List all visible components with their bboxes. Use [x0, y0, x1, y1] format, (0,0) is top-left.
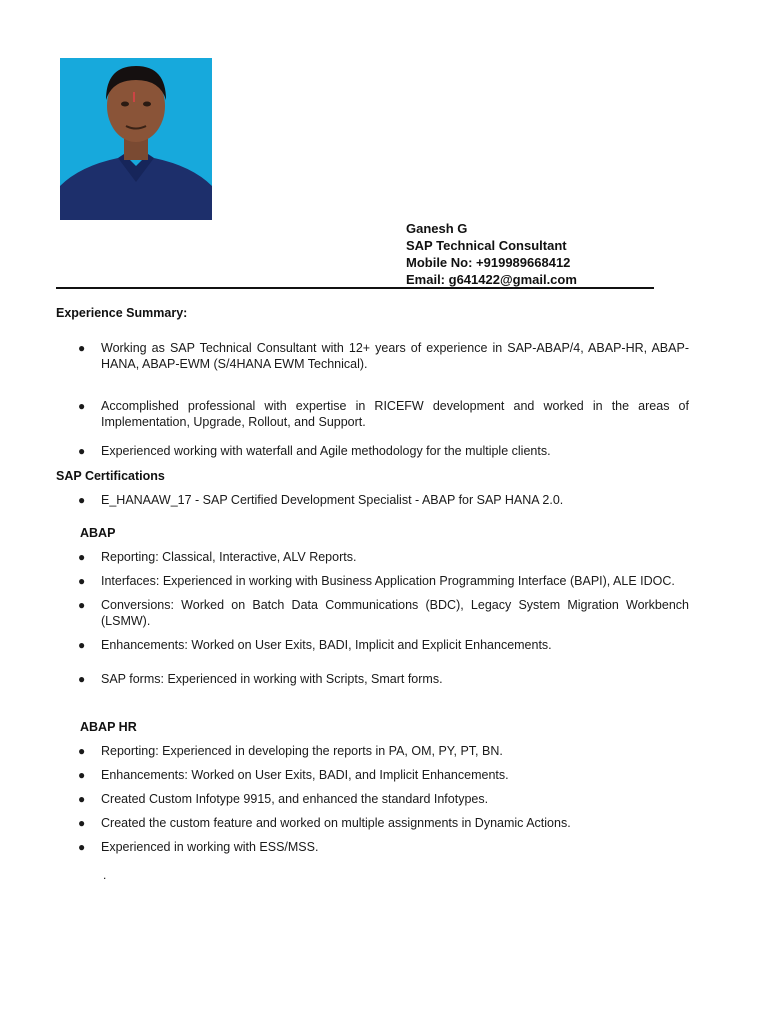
list-item: ● Experienced working with waterfall and Agile methodology for the multiple clients. [78, 444, 551, 458]
certifications-list [78, 492, 689, 508]
list-item: ● Enhancements: Worked on User Exits, BADI, and Implicit Enhancements. [78, 768, 509, 782]
bullet-icon: ● [78, 550, 86, 564]
bullet-icon: ● [78, 792, 86, 806]
abap-hr-heading: ABAP HR [80, 720, 137, 734]
list-item: ● SAP forms: Experienced in working with Scripts, Smart forms. [78, 672, 443, 686]
experience-summary-heading: Experience Summary: [56, 306, 188, 320]
candidate-title: SAP Technical Consultant [406, 238, 567, 253]
list-item: ● Accomplished professional with expertise in RICEFW development and worked in the areas of Implementation, Upgrade, Rollout, and Support. [78, 399, 689, 429]
abap-list [78, 549, 689, 687]
list-item: ● Working as SAP Technical Consultant with 12+ years of experience in SAP-ABAP/4, ABAP-HR, ABAP-HANA, ABAP-EWM (S/4HANA EWM Technical). [78, 341, 689, 371]
bullet-icon: ● [78, 444, 86, 458]
email-address: Email: g641422@gmail.com [406, 272, 577, 287]
bullet-icon: ● [78, 493, 86, 507]
candidate-name: Ganesh G [406, 221, 468, 236]
mobile-number: Mobile No: +919989668412 [406, 255, 571, 270]
bullet-icon: ● [78, 574, 86, 588]
bullet-icon: ● [78, 598, 86, 612]
list-item: ● Reporting: Classical, Interactive, ALV Reports. [78, 550, 357, 564]
bullet-icon: ● [78, 816, 86, 830]
list-item: ● Interfaces: Experienced in working with Business Application Programming Interface (BAPI), ALE IDOC. [78, 574, 675, 588]
bullet-icon: ● [78, 768, 86, 782]
header-divider [56, 287, 654, 289]
list-item: ● Experienced in working with ESS/MSS. [78, 840, 319, 854]
certifications-heading: SAP Certifications [56, 469, 165, 483]
abap-heading: ABAP [80, 526, 116, 540]
list-item: ● Enhancements: Worked on User Exits, BADI, Implicit and Explicit Enhancements. [78, 638, 552, 652]
person-silhouette-icon [60, 58, 212, 220]
contact-block [406, 220, 577, 288]
bullet-icon: ● [78, 840, 86, 854]
trailing-mark: . [103, 868, 107, 882]
bullet-icon: ● [78, 399, 86, 413]
profile-photo [60, 58, 212, 220]
list-item: ● E_HANAAW_17 - SAP Certified Development Specialist - ABAP for SAP HANA 2.0. [78, 493, 564, 507]
abap-hr-list [78, 743, 689, 855]
bullet-icon: ● [78, 638, 86, 652]
experience-summary-list [78, 340, 689, 459]
list-item: ● Reporting: Experienced in developing the reports in PA, OM, PY, PT, BN. [78, 744, 503, 758]
list-item: ● Created Custom Infotype 9915, and enhanced the standard Infotypes. [78, 792, 489, 806]
bullet-icon: ● [78, 744, 86, 758]
list-item: ● Conversions: Worked on Batch Data Communications (BDC), Legacy System Migration Workbench (LSMW). [78, 598, 689, 628]
bullet-icon: ● [78, 672, 86, 686]
list-item: ● Created the custom feature and worked on multiple assignments in Dynamic Actions. [78, 816, 571, 830]
bullet-icon: ● [78, 341, 86, 355]
